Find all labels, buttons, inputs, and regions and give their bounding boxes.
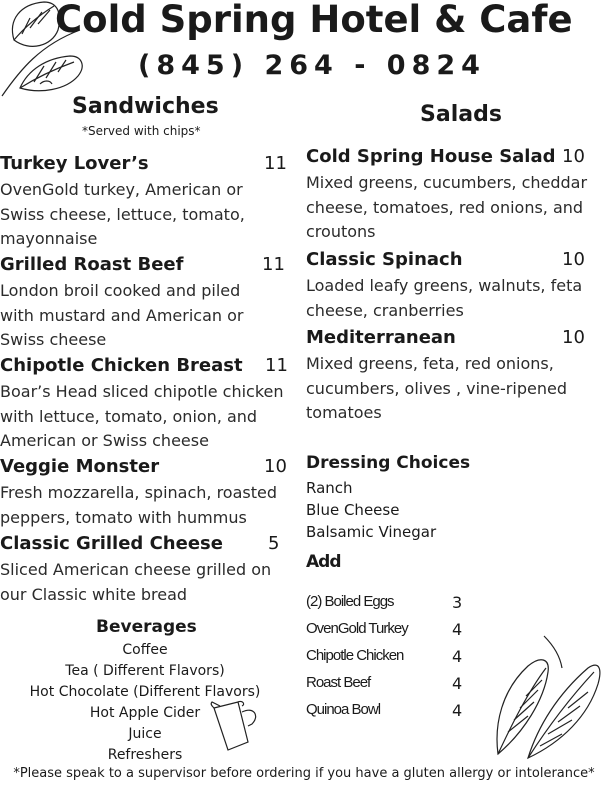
salad-price: 10 (562, 249, 585, 270)
allergy-notice: *Please speak to a supervisor before ordering if you have a gluten allergy or intolerance* (13, 766, 595, 781)
sandwich-price: 11 (265, 355, 288, 376)
sandwich-desc: Sliced American cheese grilled on our Classic white bread (0, 560, 272, 604)
sandwiches-note: *Served with chips* (82, 124, 201, 138)
add-item-name: Roast Beef (306, 674, 371, 691)
sandwich-desc: Fresh mozzarella, spinach, roasted peppers, tomato with hummus (0, 483, 278, 527)
sandwich-name: Chipotle Chicken Breast (0, 355, 243, 376)
sandwiches-heading: Sandwiches (72, 94, 219, 119)
sandwich-price: 5 (268, 533, 280, 554)
pitcher-icon (208, 698, 264, 754)
salad-price: 10 (562, 146, 585, 167)
sandwich-name: Veggie Monster (0, 456, 160, 477)
sandwich-name: Grilled Roast Beef (0, 254, 184, 275)
sandwich-price: 10 (264, 456, 287, 477)
salad-price: 10 (562, 327, 585, 348)
sandwich-name: Turkey Lover’s (0, 153, 149, 174)
add-item-name: Quinoa Bowl (306, 701, 381, 718)
phone-number: (845) 264 - 0824 (138, 50, 486, 81)
add-item-name: OvenGold Turkey (306, 620, 408, 637)
sandwich-name: Classic Grilled Cheese (0, 533, 223, 554)
add-item-price: 3 (452, 593, 463, 612)
add-item-name: Chipotle Chicken (306, 647, 404, 664)
add-item-price: 4 (452, 674, 463, 693)
beverage-item: Hot Apple Cider (89, 705, 201, 721)
sandwich-price: 11 (262, 254, 285, 275)
beverage-item: Tea ( Different Flavors) (65, 663, 225, 679)
sandwich-desc: OvenGold turkey, American or Swiss cheese, lettuce, tomato, mayonnaise (0, 180, 245, 248)
add-item-price: 4 (452, 701, 463, 720)
sandwich-desc: Boar’s Head sliced chipotle chicken with lettuce, tomato, onion, and American or Swiss cheese (0, 382, 284, 450)
beverage-item: Juice (128, 726, 162, 742)
dressing-heading: Dressing Choices (306, 453, 471, 473)
dressing-list (306, 477, 436, 543)
beverage-item: Coffee (122, 642, 168, 658)
salad-desc: Mixed greens, cucumbers, cheddar cheese, tomatoes, red onions, and croutons (306, 173, 588, 241)
add-heading: Add (306, 552, 341, 572)
add-item-name: (2) Boiled Eggs (306, 593, 394, 610)
salad-desc: Loaded leafy greens, walnuts, feta cheese, cranberries (306, 276, 583, 320)
dressing-option: Ranch (306, 479, 353, 497)
salad-name: Mediterranean (306, 327, 456, 348)
add-item-price: 4 (452, 647, 463, 666)
beverage-item: Refreshers (107, 747, 183, 763)
add-item-price: 4 (452, 620, 463, 639)
page-title: Cold Spring Hotel & Cafe (55, 0, 573, 41)
dressing-option: Balsamic Vinegar (306, 523, 437, 541)
salad-desc: Mixed greens, feta, red onions, cucumbers, olives , vine-ripened tomatoes (306, 354, 567, 422)
salads-heading: Salads (420, 102, 502, 127)
beverage-item: Hot Chocolate (Different Flavors) (29, 684, 261, 700)
dressing-option: Blue Cheese (306, 501, 400, 519)
sandwich-desc: London broil cooked and piled with mustard and American or Swiss cheese (0, 281, 244, 349)
leaves-icon (488, 628, 602, 762)
salad-name: Cold Spring House Salad (306, 146, 556, 167)
beverages-heading: Beverages (96, 617, 197, 637)
sandwich-price: 11 (264, 153, 287, 174)
salad-name: Classic Spinach (306, 249, 463, 270)
